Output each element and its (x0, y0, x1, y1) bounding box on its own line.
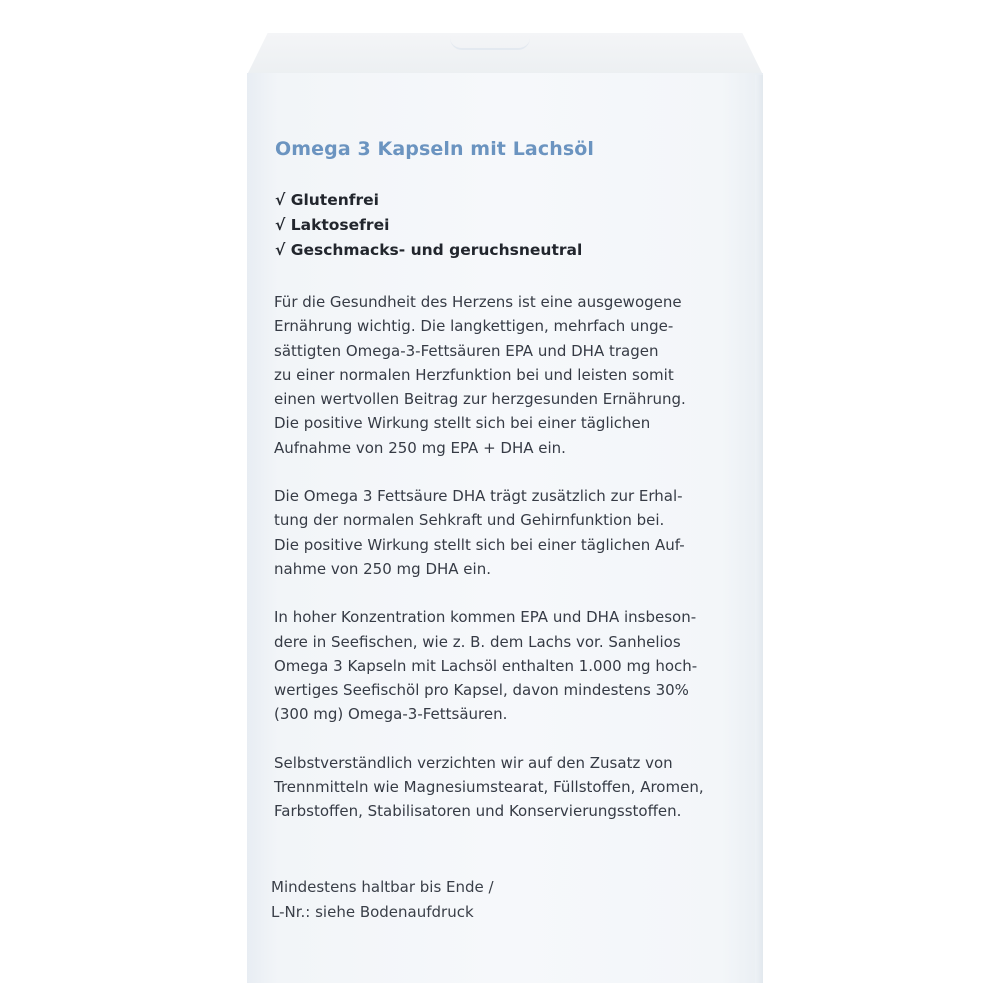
feature-item: √ Laktosefrei (275, 216, 390, 234)
box-edge (755, 75, 763, 983)
feature-item: √ Geschmacks- und geruchsneutral (275, 241, 583, 259)
box-text-panel (271, 138, 741, 848)
description-paragraph: Die Omega 3 Fettsäure DHA trägt zusätzlich zur Erhal- tung der normalen Sehkraft und Gehirnfunktion bei. Die positive Wirkung stellt sich bei einer täglichen Auf- nahme von 250 mg DHA ein. (274, 487, 685, 578)
description-paragraph: Für die Gesundheit des Herzens ist eine ausgewogene Ernährung wichtig. Die langkettigen, mehrfach unge- sättigten Omega-3-Fettsäuren EPA und DHA tragen zu einer normalen Herzfunktion bei und leisten somit einen wertvollen Beitrag zur herzgesunden Ernährung. Die positive Wirkung stellt sich bei einer täglichen Aufnahme von 250 mg EPA + DHA ein. (274, 293, 686, 457)
feature-list (275, 188, 741, 263)
description-paragraph: Selbstverständlich verzichten wir auf den Zusatz von Trennmitteln wie Magnesiumstearat, Füllstoffen, Aromen, Farbstoffen, Stabilisatoren und Konservierungsstoffen. (274, 753, 704, 821)
expiry-lot-note: Mindestens haltbar bis Ende / L-Nr.: siehe Bodenaufdruck (271, 878, 494, 921)
description-paragraph: In hoher Konzentration kommen EPA und DHA insbeson- dere in Seefischen, wie z. B. dem Lachs vor. Sanhelios Omega 3 Kapseln mit Lachsöl enthalten 1.000 mg hoch- wertiges Seefischöl pro Kapsel, davon mindestens 30% (300 mg) Omega-3-Fettsäuren. (274, 608, 698, 724)
lid-logo-mark (450, 38, 530, 50)
feature-item: √ Glutenfrei (275, 191, 379, 209)
product-title: Omega 3 Kapseln mit Lachsöl (275, 138, 595, 160)
